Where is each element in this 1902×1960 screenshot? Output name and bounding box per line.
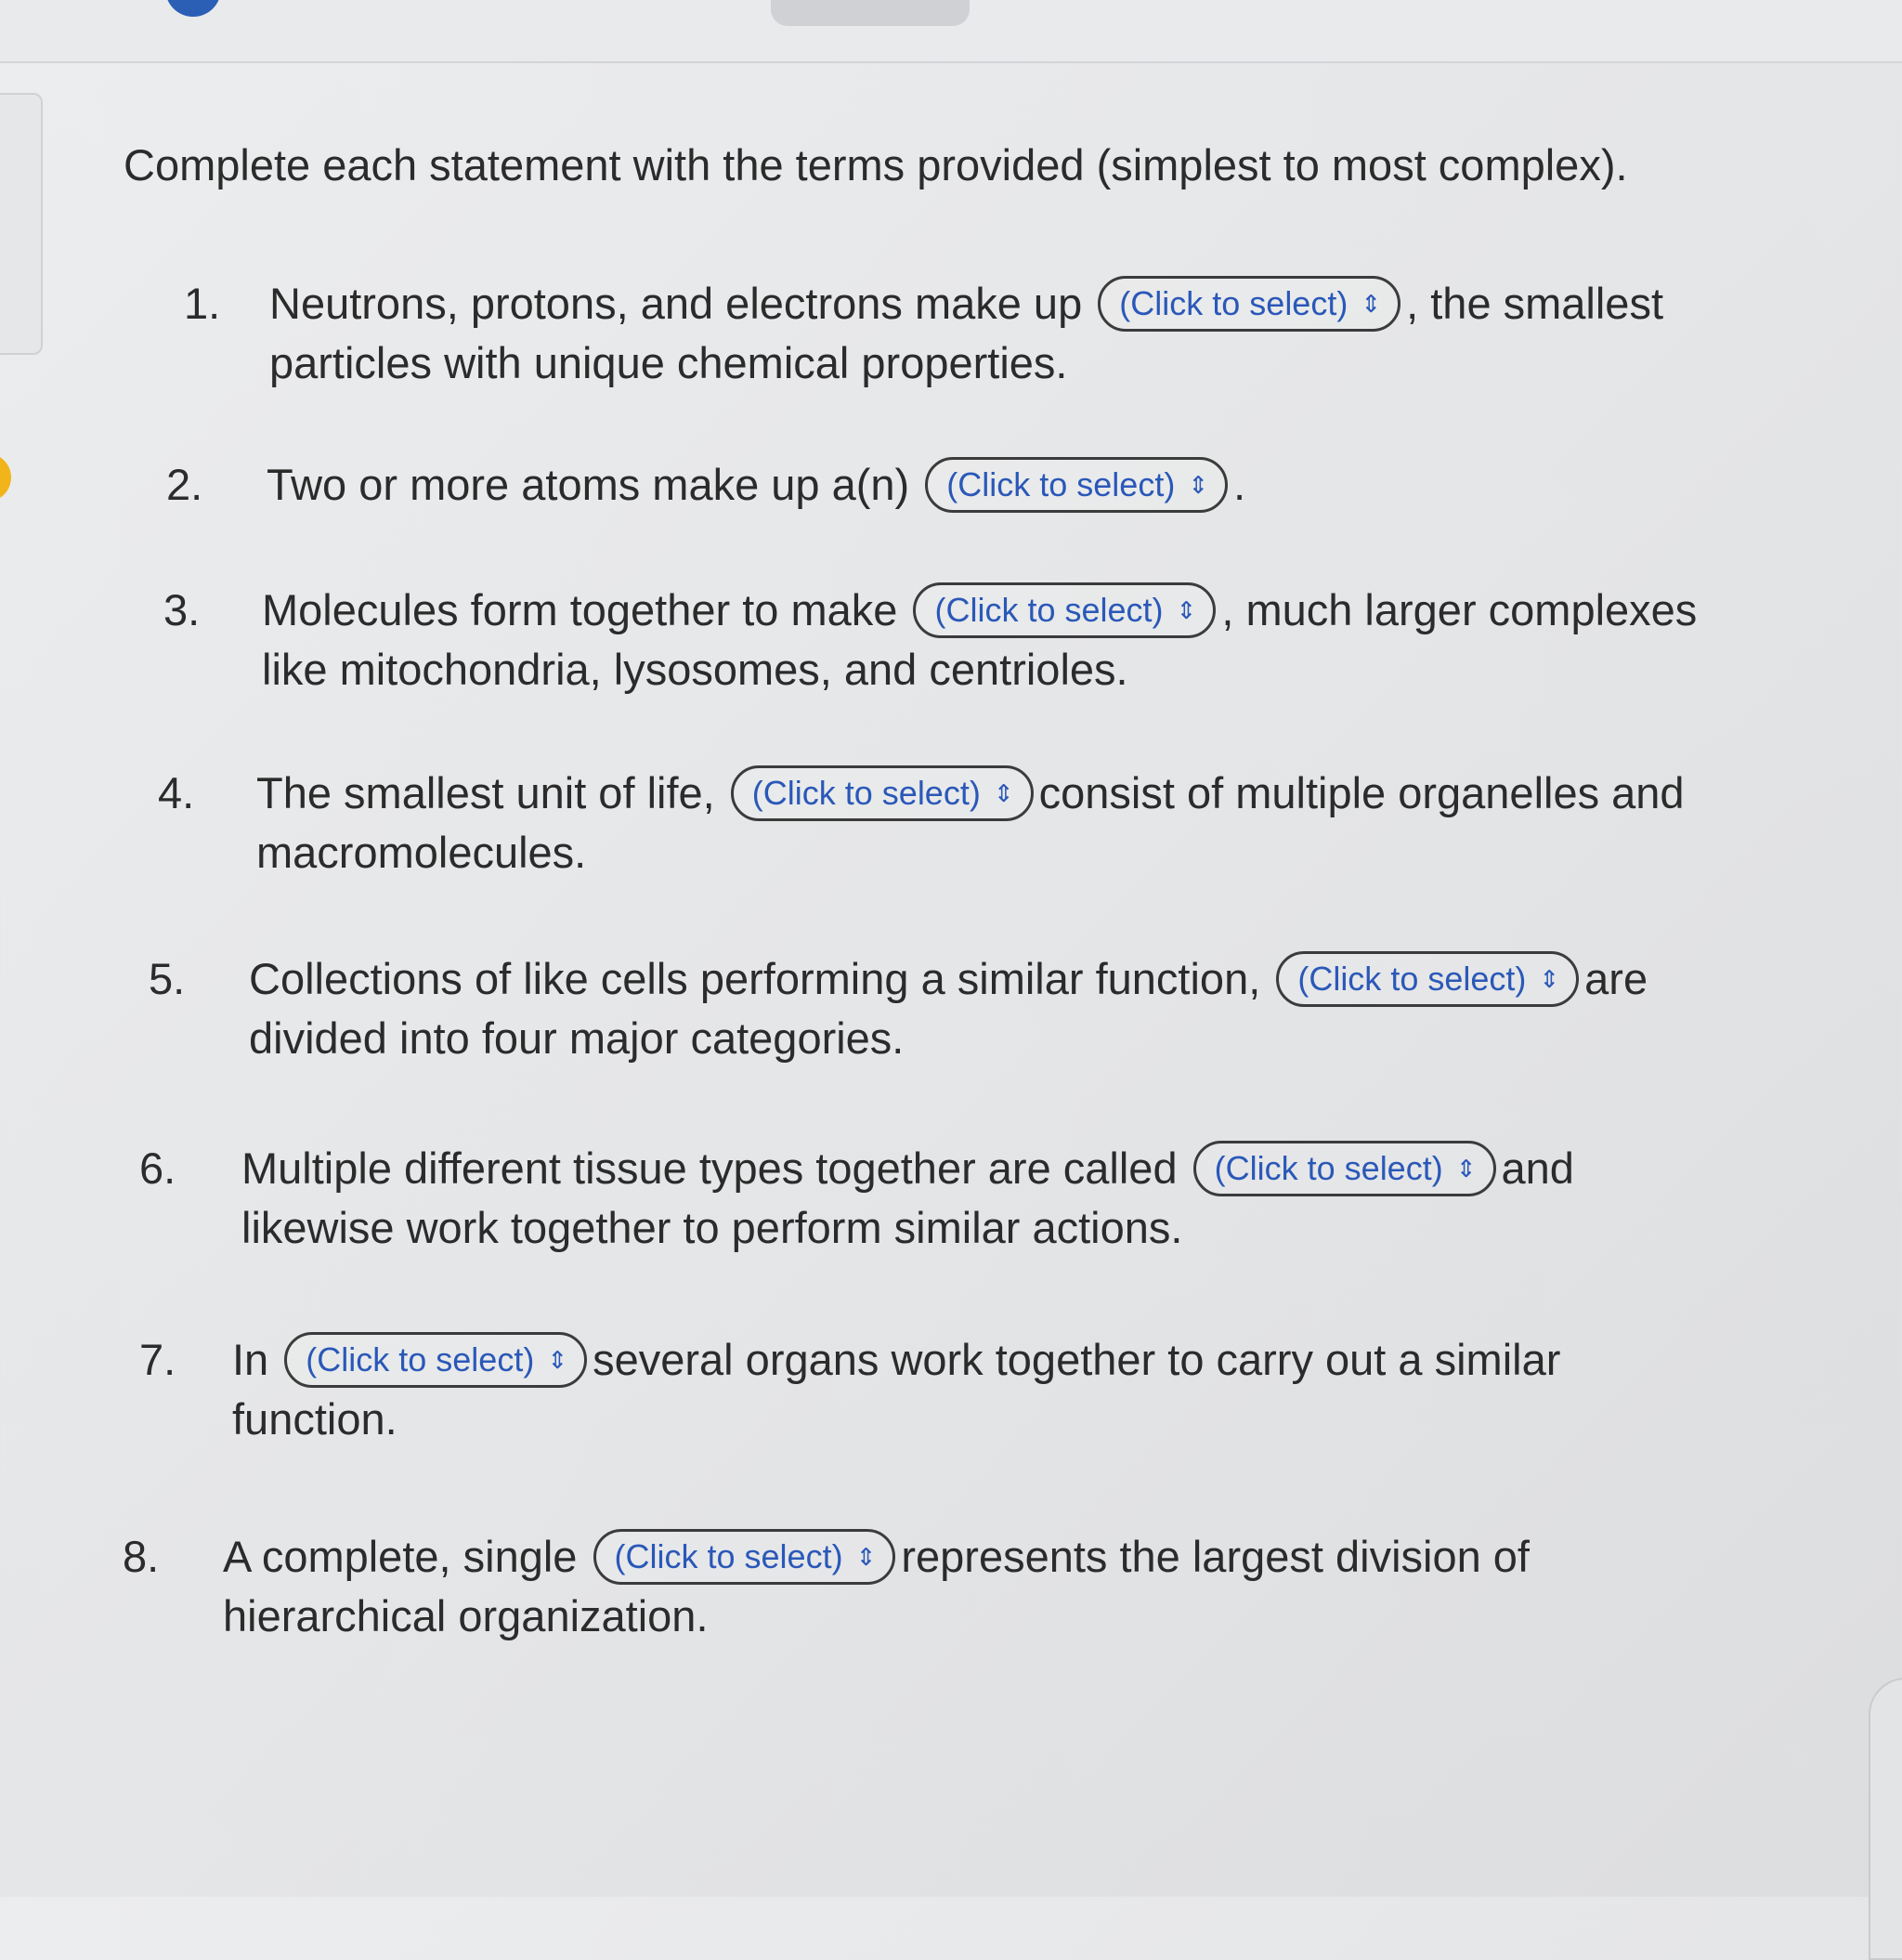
- question-number: 2.: [166, 460, 203, 509]
- question-text-after: .: [1233, 460, 1246, 509]
- question-text-before: Molecules form together to make: [262, 585, 898, 634]
- scroll-corner: [1869, 1678, 1902, 1960]
- question-line-1: [262, 581, 1697, 640]
- question-number: 8.: [123, 1532, 160, 1581]
- term-select-7[interactable]: [284, 1332, 587, 1388]
- question-text-before: The smallest unit of life,: [256, 768, 715, 817]
- term-select-3[interactable]: [913, 582, 1216, 638]
- question-text-after: are: [1584, 954, 1648, 1003]
- question-6: [139, 1139, 1574, 1258]
- select-placeholder: (Click to select): [751, 773, 981, 812]
- term-select-6[interactable]: [1193, 1141, 1496, 1196]
- question-line-2: divided into four major categories.: [249, 1013, 905, 1063]
- up-down-chevron-icon: ⇕: [993, 778, 1014, 807]
- question-text-after: , much larger complexes: [1221, 585, 1698, 634]
- question-number: 5.: [149, 954, 186, 1003]
- question-7: [139, 1330, 1561, 1449]
- top-toolbar: [0, 0, 1902, 63]
- question-line-1: [241, 1139, 1574, 1198]
- question-line-1: [256, 764, 1685, 823]
- up-down-chevron-icon: ⇕: [547, 1345, 568, 1374]
- question-text-before: A complete, single: [223, 1532, 578, 1581]
- question-1: [184, 274, 1664, 393]
- term-select-1[interactable]: [1098, 276, 1400, 332]
- question-3: [163, 581, 1698, 699]
- instructions-text: Complete each statement with the terms provided (simplest to most complex).: [124, 140, 1628, 189]
- top-tab[interactable]: [771, 0, 970, 26]
- question-line-1: [223, 1527, 1530, 1587]
- question-text-after: , the smallest: [1406, 279, 1664, 328]
- question-number: 1.: [184, 279, 221, 328]
- question-number: 7.: [139, 1335, 176, 1384]
- question-line-1: [232, 1330, 1560, 1390]
- up-down-chevron-icon: ⇕: [855, 1542, 877, 1571]
- question-line-2: hierarchical organization.: [223, 1591, 709, 1640]
- up-down-chevron-icon: ⇕: [1361, 289, 1382, 318]
- question-line-2: like mitochondria, lysosomes, and centrioles.: [262, 645, 1128, 694]
- side-panel-edge: [0, 93, 43, 355]
- question-line-2: macromolecules.: [256, 828, 587, 877]
- select-placeholder: (Click to select): [1214, 1148, 1443, 1187]
- question-number: 3.: [163, 585, 201, 634]
- question-line-1: [269, 274, 1663, 333]
- term-select-5[interactable]: [1276, 951, 1579, 1007]
- select-placeholder: (Click to select): [306, 1339, 535, 1379]
- question-number: 4.: [158, 768, 195, 817]
- question-text-before: In: [232, 1335, 269, 1384]
- question-2: [166, 455, 1246, 515]
- question-marker: [0, 453, 11, 502]
- up-down-chevron-icon: ⇕: [1176, 595, 1197, 624]
- term-select-2[interactable]: [925, 457, 1228, 513]
- question-line-2: particles with unique chemical properties.: [269, 338, 1068, 387]
- question-text-before: Multiple different tissue types together are called: [241, 1143, 1178, 1193]
- question-4: [158, 764, 1685, 882]
- select-placeholder: (Click to select): [1119, 283, 1348, 322]
- question-5: [149, 949, 1648, 1068]
- question-line-1: [249, 949, 1648, 1009]
- question-line-2: function.: [232, 1394, 397, 1444]
- question-text-before: Neutrons, protons, and electrons make up: [269, 279, 1083, 328]
- select-placeholder: (Click to select): [1297, 959, 1527, 998]
- question-text-after: consist of multiple organelles and: [1038, 768, 1685, 817]
- question-number: 6.: [139, 1143, 176, 1193]
- question-text-after: represents the largest division of: [901, 1532, 1530, 1581]
- question-text-after: several organs work together to carry out a similar: [593, 1335, 1561, 1384]
- question-text-before: Two or more atoms make up a(n): [267, 460, 910, 509]
- select-placeholder: (Click to select): [614, 1536, 843, 1575]
- up-down-chevron-icon: ⇕: [1188, 470, 1209, 499]
- select-placeholder: (Click to select): [946, 464, 1176, 503]
- up-down-chevron-icon: ⇕: [1539, 964, 1560, 993]
- term-select-4[interactable]: [731, 765, 1034, 821]
- up-down-chevron-icon: ⇕: [1455, 1154, 1477, 1183]
- question-text-after: and: [1501, 1143, 1574, 1193]
- question-text-before: Collections of like cells performing a similar function,: [249, 954, 1261, 1003]
- info-icon[interactable]: [165, 0, 221, 17]
- select-placeholder: (Click to select): [934, 590, 1164, 629]
- term-select-8[interactable]: [593, 1529, 896, 1585]
- question-8: [123, 1527, 1530, 1646]
- question-line-1: [267, 455, 1245, 515]
- question-line-2: likewise work together to perform similar actions.: [241, 1203, 1183, 1252]
